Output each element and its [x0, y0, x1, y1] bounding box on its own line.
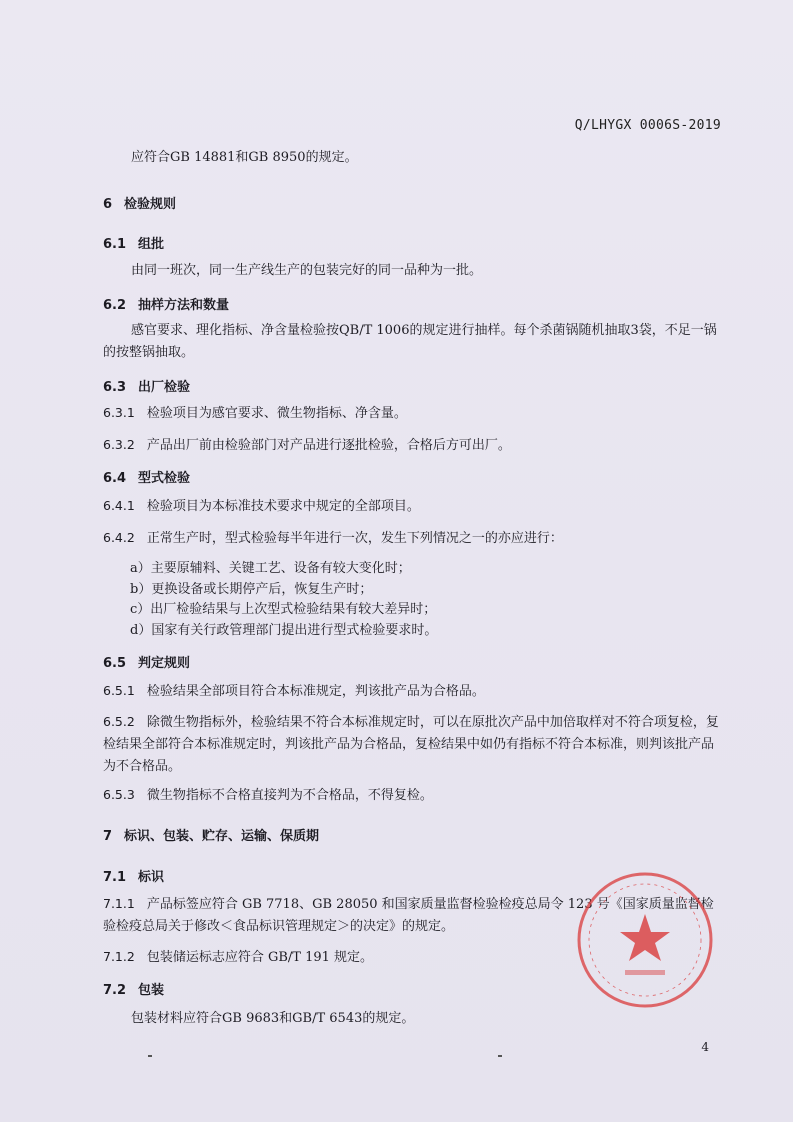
section-number: 6 [103, 197, 113, 212]
list-item: b）更换设备或长期停产后，恢复生产时； [130, 581, 373, 597]
section-title: 标识、包装、贮存、运输、保质期 [124, 829, 320, 844]
section-6-2-text: 感官要求、理化指标、净含量检验按QB/T 1006的规定进行抽样。每个杀菌锅随机抽取3袋，不足一锅的按整锅抽取。 [103, 323, 717, 360]
clause-number: 6.5.2 [103, 714, 135, 729]
section-7-2-heading [103, 979, 164, 998]
clause-text: 包装储运标志应符合 GB/T 191 规定。 [146, 950, 374, 965]
clause-6-4-2 [103, 527, 723, 550]
clause-text: 检验结果全部项目符合本标准规定，判该批产品为合格品。 [146, 684, 485, 699]
section-title: 检验规则 [124, 197, 177, 212]
section-title: 判定规则 [138, 656, 191, 671]
clause-number: 7.1.2 [103, 949, 135, 964]
clause-6-4-1 [103, 495, 723, 518]
section-number: 6.1 [103, 237, 127, 252]
section-number: 6.4 [103, 471, 127, 486]
scan-speck [498, 1055, 502, 1057]
condition-list [130, 559, 437, 641]
list-item: a）主要原辅料、关键工艺、设备有较大变化时； [130, 561, 411, 576]
section-title: 型式检验 [138, 471, 191, 486]
section-6-1-heading [103, 233, 164, 252]
section-number: 6.5 [103, 656, 127, 671]
intro-paragraph: 应符合GB 14881和GB 8950的规定。 [131, 150, 358, 165]
section-6-4-heading [103, 467, 190, 486]
list-item: d）国家有关行政管理部门提出进行型式检验要求时。 [130, 622, 438, 638]
section-6-3-heading [103, 376, 190, 395]
clause-6-5-1 [103, 680, 723, 703]
clause-number: 6.3.2 [103, 437, 135, 452]
section-number: 7.2 [103, 983, 127, 998]
section-number: 6.3 [103, 380, 127, 395]
section-title: 包装 [138, 983, 165, 998]
section-7-2-text: 包装材料应符合GB 9683和GB/T 6543的规定。 [131, 1011, 415, 1026]
section-title: 组批 [138, 237, 165, 252]
clause-text: 除微生物指标外，检验结果不符合本标准规定时，可以在原批次产品中加倍取样对不符合项复检，复检结果全部符合本标准规定时，判该批产品为合格品，复检结果中如仍有指标不符合本标准，则判该批产品为不合格品。 [103, 715, 719, 774]
clause-number: 7.1.1 [103, 896, 135, 911]
clause-6-5-2 [103, 711, 723, 778]
clause-text: 检验项目为本标准技术要求中规定的全部项目。 [146, 499, 420, 514]
clause-number: 6.4.1 [103, 498, 135, 513]
clause-number: 6.3.1 [103, 405, 135, 420]
clause-text: 产品出厂前由检验部门对产品进行逐批检验，合格后方可出厂。 [146, 438, 511, 453]
clause-text: 产品标签应符合 GB 7718、GB 28050 和国家质量监督检验检疫总局令 123 号《国家质量监督检验检疫总局关于修改＜食品标识管理规定＞的决定》的规定。 [103, 897, 714, 934]
clause-number: 6.5.3 [103, 787, 135, 802]
clause-text: 微生物指标不合格直接判为不合格品，不得复检。 [146, 788, 433, 803]
section-7-heading [103, 825, 319, 844]
section-title: 出厂检验 [138, 380, 191, 395]
section-number: 7 [103, 829, 113, 844]
section-6-5-heading [103, 652, 190, 671]
page-number: 4 [701, 1040, 709, 1054]
clause-text: 检验项目为感官要求、微生物指标、净含量。 [146, 406, 407, 421]
official-seal-icon [575, 870, 715, 1010]
clause-number: 6.5.1 [103, 683, 135, 698]
document-code: Q/LHYGX 0006S-2019 [574, 118, 721, 133]
section-title: 标识 [138, 870, 165, 885]
section-7-1-heading [103, 866, 164, 885]
section-6-2-heading [103, 294, 229, 313]
scan-speck [148, 1055, 152, 1057]
clause-6-5-3 [103, 784, 723, 807]
section-number: 6.2 [103, 298, 127, 313]
clause-6-3-1 [103, 402, 723, 425]
list-item: c）出厂检验结果与上次型式检验结果有较大差异时； [130, 602, 437, 617]
section-6-heading [103, 193, 176, 212]
section-6-1-text: 由同一班次，同一生产线生产的包装完好的同一品种为一批。 [131, 263, 483, 278]
clause-6-3-2 [103, 434, 723, 457]
section-title: 抽样方法和数量 [138, 298, 230, 313]
clause-text: 正常生产时，型式检验每半年进行一次，发生下列情况之一的亦应进行： [146, 531, 563, 546]
section-number: 7.1 [103, 870, 127, 885]
clause-number: 6.4.2 [103, 530, 135, 545]
